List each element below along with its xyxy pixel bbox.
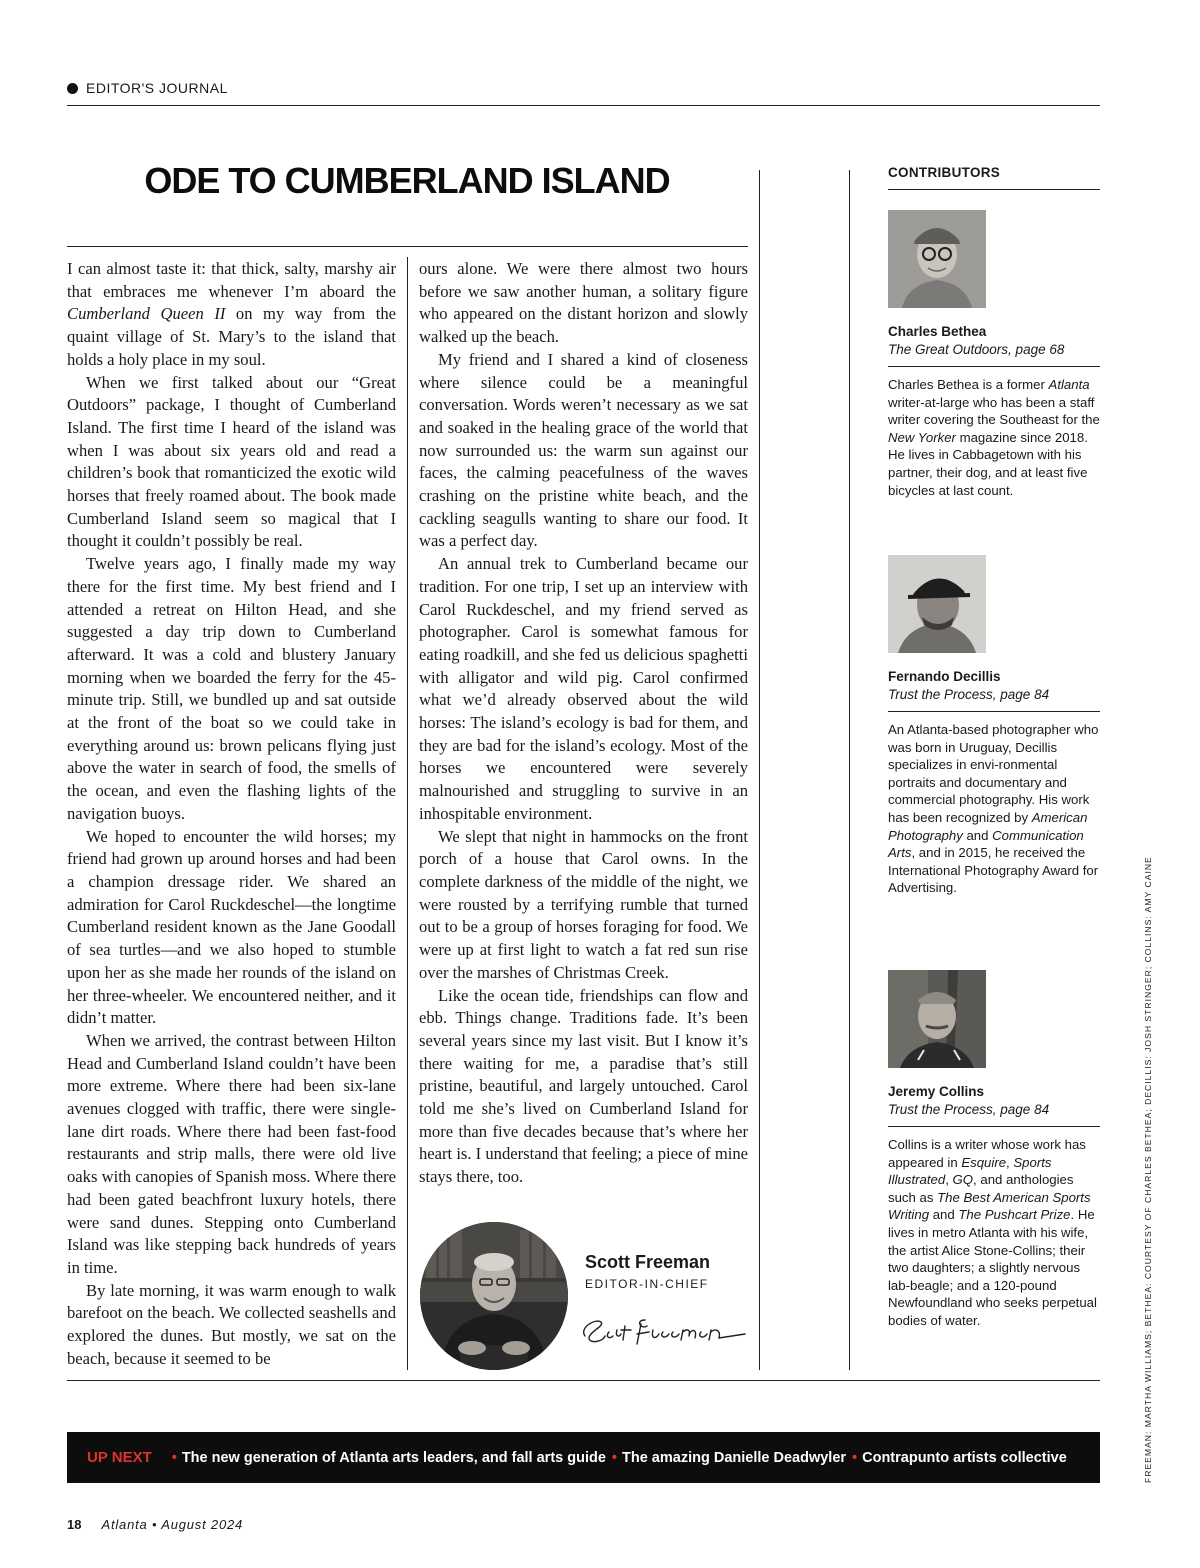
- italic-text: Esquire: [961, 1154, 1007, 1170]
- italic-text: The Best American Sports Writing: [888, 1189, 1091, 1223]
- contributor-photo: [888, 970, 986, 1068]
- italic-text: Sports Illustrated: [888, 1154, 1052, 1188]
- italic-text: GQ: [952, 1172, 974, 1188]
- contributor-photo: [888, 210, 986, 308]
- italic-text: Cumberland Queen II: [67, 304, 226, 324]
- publication-line: Atlanta • August 2024: [101, 1517, 244, 1532]
- contributor-card: [888, 970, 1100, 1330]
- contributor-bio: Charles Bethea is a former Atlanta writer-at-large who has been a staff writer covering the Southeast for the New Yorker magazine since 2018. He lives in Cabbagetown with his partner, their dog, and at least five bicycles at last count.: [888, 377, 1100, 498]
- contributor-name: Charles Bethea: [888, 324, 987, 339]
- article-paragraph: ours alone. We were there almost two hours before we saw another human, a solitary figure who appeared on the distant horizon and slowly walked up the beach.: [419, 259, 748, 347]
- headline-rule: [67, 246, 748, 247]
- editor-portrait-image: [420, 1222, 568, 1370]
- column-divider: [407, 257, 408, 1370]
- article-column-1: [67, 258, 396, 1370]
- contributor-photo-image: [888, 555, 986, 653]
- contributor-photo-image: [888, 210, 986, 308]
- contributor-bio: Collins is a writer whose work has appeared in Esquire, Sports Illustrated, GQ, and anthologies such as The Best American Sports Writing and The Pushcart Prize. He lives in metro Atlanta with his wife, the artist Alice Stone-Collins; their two daughters; a slightly nervous lab-beagle; and a 120-pound Newfoundland who seeks perpetual bodies of water.: [888, 1137, 1097, 1328]
- article-paragraph: We hoped to encounter the wild horses; my friend had grown up around horses and had been a champion dressage rider. We shared an admiration for Carol Ruckdeschel—the longtime Cumberland resident known as the Jane Goodall of sea turtles—and we also hoped to stumble upon her as she made her rounds of the island on her three-wheeler. We encountered neither, and it didn’t matter.: [67, 826, 396, 1028]
- article-column-2: [419, 258, 748, 1189]
- bullet-icon: •: [611, 1449, 617, 1466]
- contributors-heading: CONTRIBUTORS: [888, 165, 1001, 180]
- italic-text: New Yorker: [888, 429, 956, 445]
- article-paragraph: When we arrived, the contrast between Hilton Head and Cumberland Island couldn’t have been more extreme. Where there had been six-lane avenues clogged with traffic, there were single-lane dirt roads. Where there had been fast-food restaurants and strip malls, there were old live oaks with canopies of Spanish moss. Where there had been gated beachfront luxury hotels, there were sand dunes. Stepping onto Cumberland Island was like stepping back hundreds of years in time.: [67, 1030, 396, 1277]
- contributor-story: The Great Outdoors, page 68: [888, 342, 1065, 357]
- contributor-story: Trust the Process, page 84: [888, 687, 1050, 702]
- up-next-banner: [67, 1432, 1100, 1483]
- editor-title: EDITOR-IN-CHIEF: [585, 1277, 709, 1291]
- editor-name: Scott Freeman: [585, 1252, 711, 1272]
- contributor-name: Jeremy Collins: [888, 1084, 985, 1099]
- article-paragraph: I can almost taste it: that thick, salty, marshy air that embraces me whenever I’m aboard the Cumberland Queen II on my way from the quaint village of St. Mary’s to the island that holds a holy place in my soul.: [67, 259, 397, 369]
- article-paragraph: By late morning, it was warm enough to walk barefoot on the beach. We collected seashells and explored the dunes. But mostly, we sat on the beach, because it seemed to be: [67, 1280, 396, 1368]
- contributors-heading-rule: [888, 189, 1100, 190]
- handwritten-signature: [575, 1300, 755, 1350]
- contributor-rule: [888, 1126, 1100, 1127]
- article-paragraph: We slept that night in hammocks on the front porch of a house that Carol owns. In the complete darkness of the middle of the night, we were rousted by a terrifying rumble that turned out to be a group of horses foraging for food. We were up at first light to watch a fat red sun rise over the marshes of Christmas Creek.: [419, 826, 748, 982]
- contributor-card: [888, 210, 1100, 499]
- section-tag-label: EDITOR'S JOURNAL: [86, 80, 228, 96]
- sidebar-divider: [849, 170, 850, 1370]
- up-next-item[interactable]: The amazing Danielle Deadwyler: [622, 1449, 847, 1466]
- article-paragraph: My friend and I shared a kind of closeness where silence could be a meaningful conversation. Words weren’t necessary as we sat and soaked in the healing grace of the world that now surrounded us: the warm sun against our faces, the calming peacefulness of the waves crashing on the pristine white beach, and the cackling seagulls wanting to share our food. It was a perfect day.: [419, 349, 748, 551]
- italic-text: Communication Arts: [888, 827, 1084, 861]
- contributor-card: [888, 555, 1100, 897]
- bullet-icon: •: [852, 1449, 858, 1466]
- bullet-dot-icon: [67, 83, 78, 94]
- contributor-bio: An Atlanta-based photographer who was born in Uruguay, Decillis specializes in envi-ronmental portraits and documentary and commercial photography. His work has been recognized by American Photography and Communication Arts, and in 2015, he received the International Photography Award for Advertising.: [888, 722, 1099, 896]
- bottom-rule: [67, 1380, 1100, 1381]
- page-number: 18: [67, 1517, 82, 1532]
- editor-portrait: [420, 1222, 568, 1370]
- italic-text: The Pushcart Prize: [958, 1207, 1071, 1223]
- article-paragraph: An annual trek to Cumberland became our tradition. For one trip, I set up an interview with Carol Ruckdeschel, and my friend served as photographer. Carol is somewhat famous for eating roadkill, and she fed us delicious spaghetti with alligator and wild pig. Carol confirmed what we’d already observed about the wild horses: The island’s ecology is bad for them, and they are bad for the island’s ecology. Most of the horses we encountered were severely malnourished and struggling to survive in an inhospitable environment.: [419, 554, 748, 823]
- contributor-rule: [888, 366, 1100, 367]
- contributor-story: Trust the Process, page 84: [888, 1102, 1050, 1117]
- article-paragraph: When we first talked about our “Great Outdoors” package, I thought of Cumberland Island. The first time I heard of the island was when I was about six years old and read a children’s book that romanticized the exotic wild horses that freely roamed about. The book made Cumberland Island seem so magical that I thought it couldn’t possibly be real.: [67, 372, 396, 551]
- bullet-icon: •: [171, 1449, 177, 1466]
- contributor-name: Fernando Decillis: [888, 669, 1001, 684]
- article-paragraph: Like the ocean tide, friendships can flow and ebb. Things change. Traditions fade. It’s been several years since my last visit. But I know it’s there waiting for me, a paradise that’s still pristine, beautiful, and largely untouched. Carol told me she’s lived on Cumberland Island for more than five decades because that’s where her heart is. I understand that feeling; a piece of mine stays there, too.: [419, 985, 748, 1187]
- article-headline: ODE TO CUMBERLAND ISLAND: [144, 160, 670, 201]
- italic-text: American Photography: [888, 809, 1088, 843]
- photo-credit: FREEMAN: MARTHA WILLIAMS; BETHEA: COURTESY OF CHARLES BETHEA; DECILLIS: JOSH STRINGER; COLLINS: AMY CAINE: [1143, 856, 1153, 1483]
- main-divider: [759, 170, 760, 1370]
- page-footer: [67, 1517, 243, 1532]
- italic-text: Atlanta: [1048, 377, 1090, 392]
- up-next-item[interactable]: The new generation of Atlanta arts leaders, and fall arts guide: [181, 1449, 606, 1466]
- top-rule: [67, 105, 1100, 106]
- section-tag: [67, 80, 228, 96]
- up-next-label: UP NEXT: [87, 1449, 152, 1466]
- contributor-photo-image: [888, 970, 986, 1068]
- up-next-item[interactable]: Contrapunto artists collective: [862, 1449, 1067, 1466]
- contributor-photo: [888, 555, 986, 653]
- contributor-rule: [888, 711, 1100, 712]
- article-paragraph: Twelve years ago, I finally made my way there for the first time. My best friend and I attended a retreat on Hilton Head, and she suggested a day trip down to Cumberland afterward. It was a cold and blustery January morning when we boarded the ferry for the 45-minute trip. Still, we bundled up and sat outside at the front of the boat so we could take in everything around us: brown pelicans flying just above the water in search of food, the smells of the ocean, and even the flashing lights of the navigation buoys.: [67, 554, 396, 823]
